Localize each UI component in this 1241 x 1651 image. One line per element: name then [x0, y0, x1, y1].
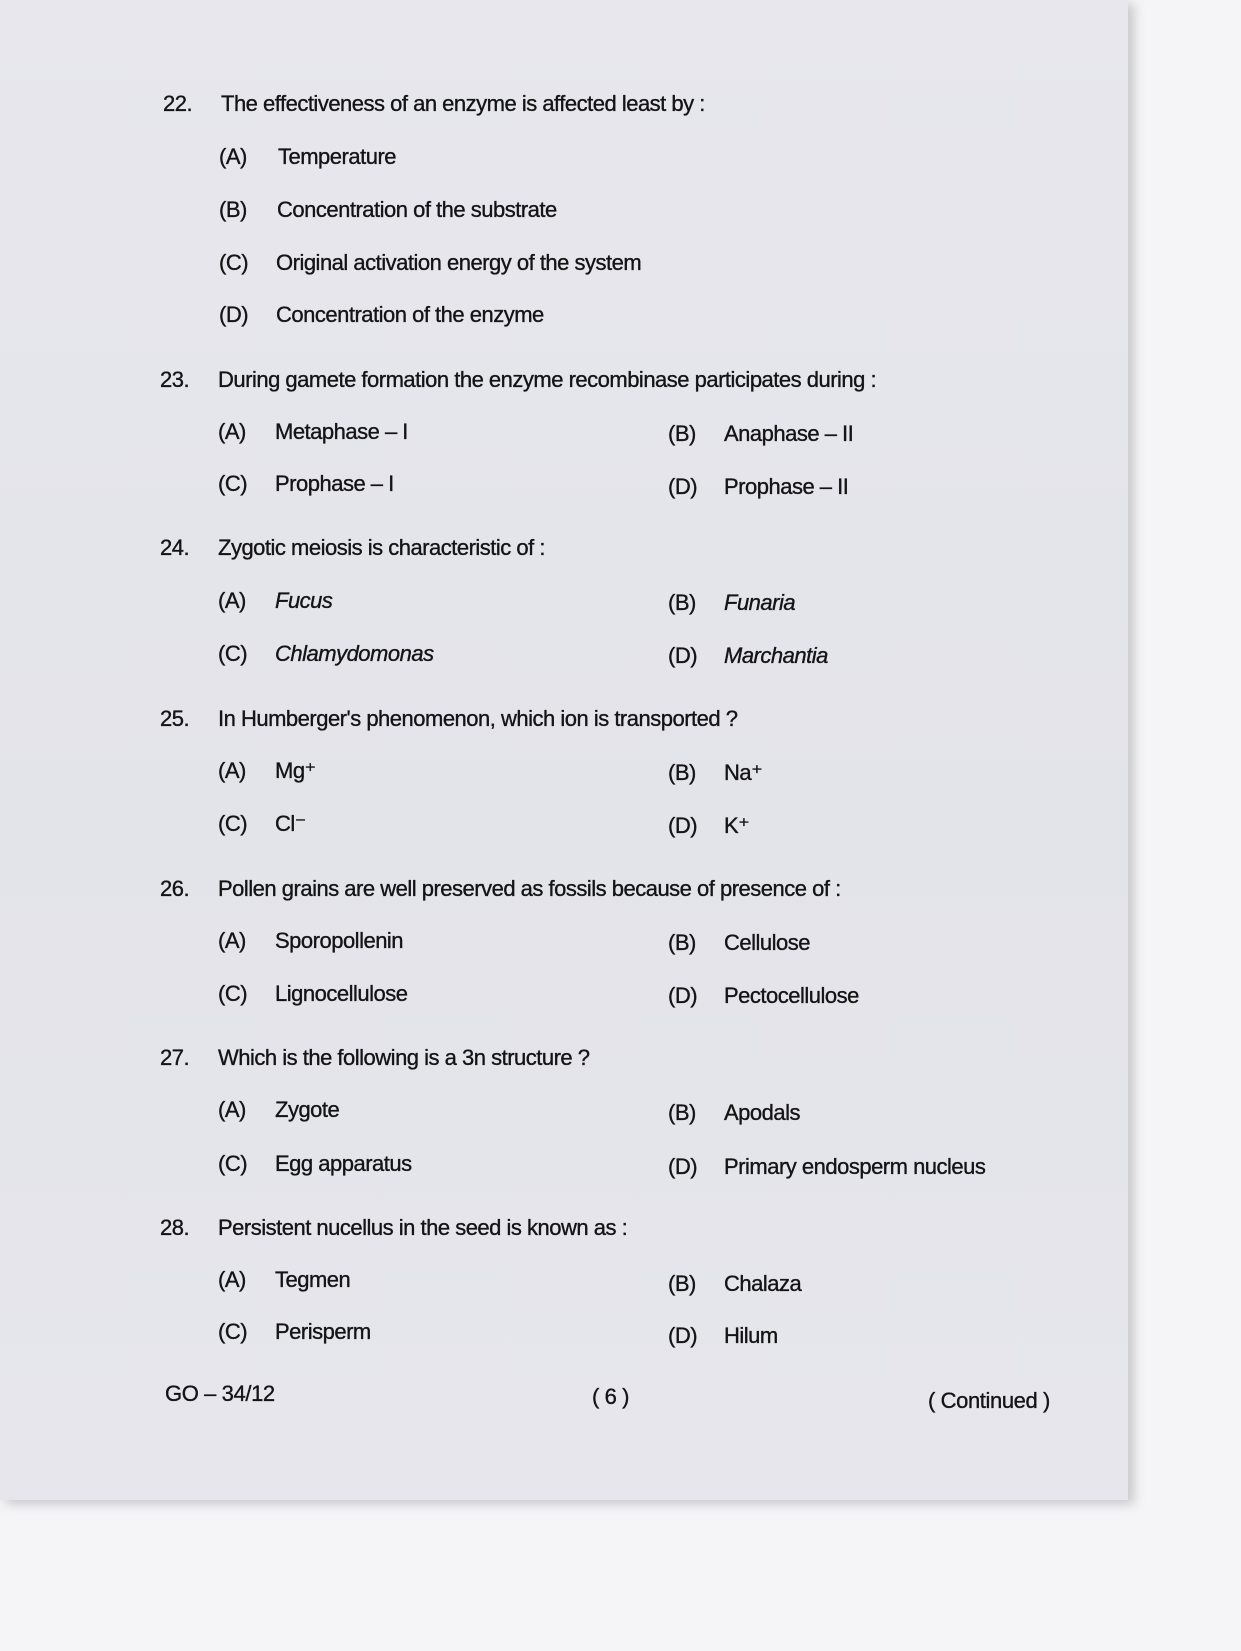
option-b-label: (B) — [668, 760, 696, 785]
question-number: 26. — [160, 876, 190, 901]
option-d-text: Prophase – II — [724, 474, 849, 499]
option-c-label: (C) — [218, 981, 248, 1006]
option-d-text: Primary endosperm nucleus — [724, 1154, 986, 1179]
question-text: Which is the following is a 3n structure ? — [218, 1045, 590, 1070]
question-number: 25. — [160, 706, 190, 731]
option-d-label: (D) — [668, 1323, 698, 1348]
question-number: 22. — [163, 91, 193, 116]
question-24 — [160, 535, 1060, 685]
question-28 — [160, 1215, 1060, 1365]
option-c-label: (C) — [219, 250, 249, 275]
option-a-label: (A) — [219, 144, 247, 169]
option-c-label: (C) — [218, 471, 248, 496]
option-a-label: (A) — [218, 1097, 246, 1122]
option-c-text: Egg apparatus — [275, 1151, 412, 1176]
question-text: The effectiveness of an enzyme is affected least by : — [221, 91, 705, 116]
question-25 — [160, 706, 1060, 856]
option-a-text: Temperature — [278, 144, 397, 169]
continued-note: ( Continued ) — [928, 1388, 1050, 1413]
question-text: Zygotic meiosis is characteristic of : — [218, 535, 545, 560]
option-c-text: Lignocellulose — [275, 981, 408, 1006]
option-b-text: Concentration of the substrate — [277, 197, 557, 222]
question-number: 23. — [160, 367, 190, 392]
option-d-label: (D) — [668, 813, 698, 838]
option-d-label: (D) — [668, 1154, 698, 1179]
question-text: In Humberger's phenomenon, which ion is transported ? — [218, 706, 738, 731]
option-d-text: K⁺ — [724, 813, 750, 838]
option-a-text: Tegmen — [275, 1267, 351, 1292]
option-c-text: Chlamydomonas — [275, 641, 434, 666]
option-c-text: Original activation energy of the system — [276, 250, 642, 275]
option-d-text: Marchantia — [724, 643, 828, 668]
option-c-text: Perisperm — [275, 1319, 371, 1344]
question-text: Persistent nucellus in the seed is known as : — [218, 1215, 628, 1240]
question-text: Pollen grains are well preserved as fossils because of presence of : — [218, 876, 841, 901]
option-d-text: Hilum — [724, 1323, 778, 1348]
option-a-text: Mg⁺ — [275, 758, 316, 783]
option-d-label: (D) — [668, 474, 698, 499]
question-26 — [160, 876, 1060, 1026]
option-a-text: Zygote — [275, 1097, 340, 1122]
option-d-label: (D) — [219, 302, 249, 327]
option-d-label: (D) — [668, 983, 698, 1008]
option-a-label: (A) — [218, 419, 246, 444]
option-a-text: Metaphase – I — [275, 419, 408, 444]
option-d-label: (D) — [668, 643, 698, 668]
page-number: ( 6 ) — [592, 1384, 630, 1409]
option-c-label: (C) — [218, 1151, 248, 1176]
option-a-text: Fucus — [275, 588, 333, 613]
option-b-text: Cellulose — [724, 930, 810, 955]
option-a-label: (A) — [218, 588, 246, 613]
question-23 — [160, 367, 1060, 517]
option-c-text: Cl⁻ — [275, 811, 306, 836]
option-c-label: (C) — [218, 811, 248, 836]
option-c-label: (C) — [218, 641, 248, 666]
option-b-label: (B) — [668, 1271, 696, 1296]
option-b-text: Na⁺ — [724, 760, 763, 785]
option-a-label: (A) — [218, 928, 246, 953]
option-d-text: Pectocellulose — [724, 983, 859, 1008]
question-27 — [160, 1045, 1060, 1195]
option-b-text: Chalaza — [724, 1271, 802, 1296]
option-a-text: Sporopollenin — [275, 928, 404, 953]
option-b-text: Anaphase – II — [724, 421, 854, 446]
option-c-text: Prophase – I — [275, 471, 394, 496]
option-b-label: (B) — [668, 421, 696, 446]
option-b-label: (B) — [668, 930, 696, 955]
option-b-text: Apodals — [724, 1100, 801, 1125]
question-number: 27. — [160, 1045, 190, 1070]
option-a-label: (A) — [218, 1267, 246, 1292]
question-22 — [160, 91, 1060, 327]
option-a-label: (A) — [218, 758, 246, 783]
paper-code: GO – 34/12 — [165, 1381, 275, 1406]
option-b-label: (B) — [219, 197, 247, 222]
question-text: During gamete formation the enzyme recombinase participates during : — [218, 367, 877, 392]
option-b-text: Funaria — [724, 590, 796, 615]
option-c-label: (C) — [218, 1319, 248, 1344]
question-number: 28. — [160, 1215, 190, 1240]
option-d-text: Concentration of the enzyme — [276, 302, 544, 327]
option-b-label: (B) — [668, 590, 696, 615]
option-b-label: (B) — [668, 1100, 696, 1125]
question-number: 24. — [160, 535, 190, 560]
